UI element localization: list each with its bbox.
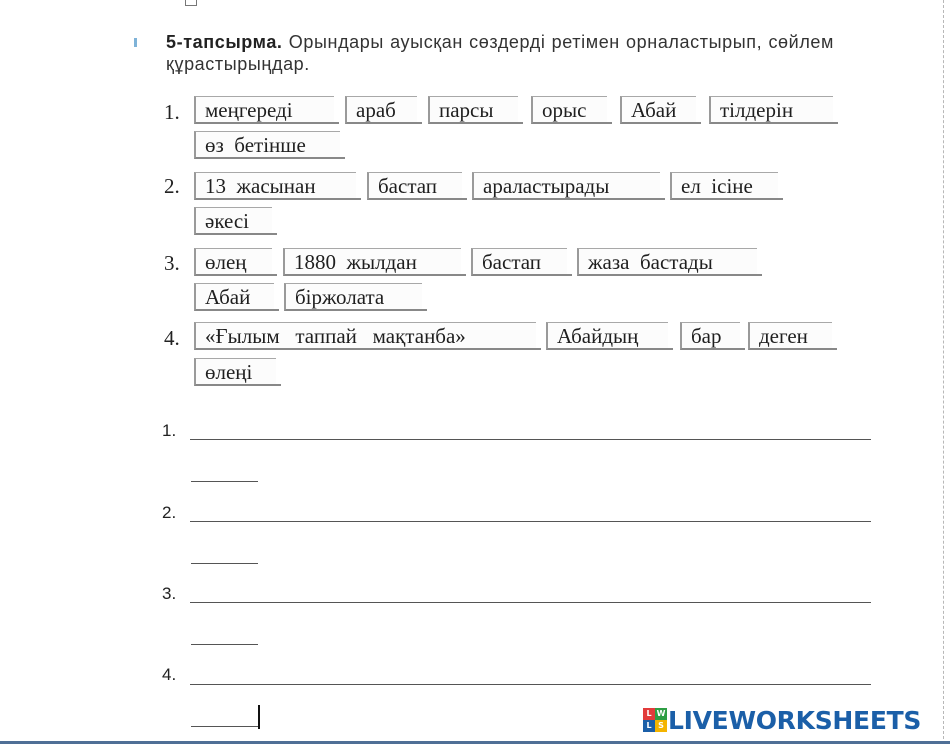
answer-line-2-continuation[interactable] [191,563,258,564]
answer-number: 4. [162,665,177,684]
word-card: өлең [194,248,272,276]
exercise-number: 3. [164,251,180,275]
word-card: араб [345,96,417,124]
word-card: «Ғылым таппай мақтанба» [194,322,536,350]
answer-line-3[interactable] [190,602,871,603]
logo-square: L [643,720,655,732]
word-card: біржолата [284,283,422,311]
word-card: ел ісіне [670,172,778,200]
answer-number: 2. [162,503,177,522]
liveworksheets-logo [643,704,921,736]
word-card: 1880 жылдан [283,248,461,276]
answer-line-4[interactable] [190,684,871,685]
word-card: орыс [531,96,607,124]
task-title: 5-тапсырма. [166,32,283,52]
page-right-edge [943,0,944,744]
answer-line-1-continuation[interactable] [191,481,258,482]
word-card: бастап [367,172,462,200]
answer-line-2[interactable] [190,521,871,522]
word-card: Абай [620,96,696,124]
answer-line-4-continuation[interactable] [191,726,258,727]
exercise-number: 2. [164,174,180,198]
word-card: 13 жасынан [194,172,356,200]
logo-square: S [655,720,667,732]
logo-squares-icon [643,708,667,732]
logo-square: W [656,709,666,718]
text-anchor-marker [185,0,197,6]
margin-marker [134,38,137,47]
text-cursor [258,705,260,729]
answer-number: 1. [162,421,177,440]
word-card: өз бетінше [194,131,340,159]
logo-square: L [643,708,655,720]
word-card: деген [748,322,832,350]
word-card: жаза бастады [577,248,757,276]
answer-number: 3. [162,584,177,603]
exercise-number: 4. [164,326,180,350]
word-card: бастап [471,248,567,276]
word-card: әкесі [194,207,272,235]
answer-line-3-continuation[interactable] [191,644,258,645]
word-card: Абайдың [546,322,668,350]
word-card: парсы [428,96,518,124]
word-card: тілдерін [709,96,833,124]
task-header [166,31,834,75]
word-card: өлеңі [194,358,276,386]
answer-line-1[interactable] [190,439,871,440]
exercise-number: 1. [164,100,180,124]
word-card: араластырады [472,172,660,200]
logo-text: LIVEWORKSHEETS [668,705,922,735]
word-card: бар [680,322,740,350]
task-instruction: Орындары ауысқан сөздерді ретімен орналастырып, сөйлем құрастырыңдар. [166,32,835,74]
word-card: Абай [194,283,274,311]
word-card: меңгереді [194,96,334,124]
